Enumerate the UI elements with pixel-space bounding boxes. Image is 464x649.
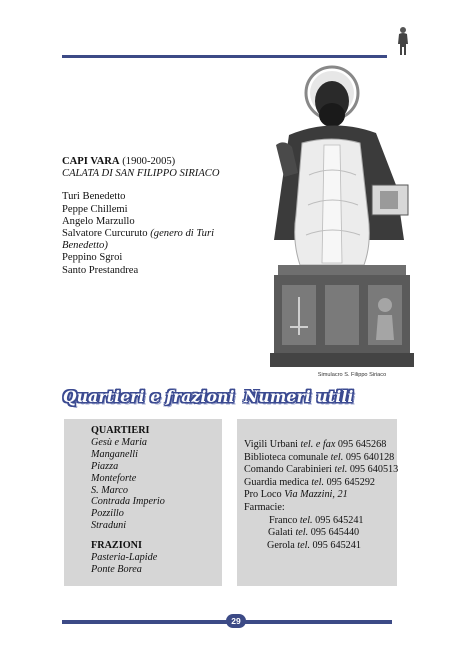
quartieri-heading: Quartieri e frazioni: [63, 387, 235, 406]
quartiere-item: Straduni: [91, 520, 127, 532]
capi-name: Peppe Chillemi: [62, 203, 128, 215]
quartieri-label: QUARTIERI: [91, 425, 150, 436]
statue-caption: Simulacro S. Filippo Siriaco: [317, 372, 387, 378]
farmacia-item: Galati tel. 095 645440: [268, 527, 360, 539]
farmacia-item: Franco tel. 095 645241: [269, 514, 364, 526]
capi-vara-title: CAPI VARA (1900-2005): [62, 156, 176, 167]
capi-name: Salvatore Curcuruto (genero di Turi Benedetto): [62, 228, 215, 252]
numeri-list: [244, 439, 398, 552]
quartieri-list: [91, 425, 165, 576]
capi-vara-block: [62, 156, 262, 277]
saint-figure-icon: [396, 26, 410, 56]
farmacia-item: Gerola tel. 095 645241: [267, 539, 361, 551]
farmacie-label: Farmacie:: [244, 501, 285, 513]
numero-carabinieri: Comando Carabinieri tel. 095 640513: [244, 464, 399, 476]
numero-vigili: Vigili Urbani tel. e fax 095 645268: [244, 439, 387, 450]
frazioni-label: FRAZIONI: [91, 540, 142, 552]
quartiere-item: S. Marco: [91, 484, 128, 496]
capi-name: Santo Prestandrea: [62, 264, 139, 276]
statue-photo: [264, 65, 421, 371]
quartiere-item: Gesù e Maria: [91, 436, 148, 448]
numero-pro-loco: Pro Loco Via Mazzini, 21: [244, 489, 348, 501]
frazione-item: Ponte Borea: [91, 563, 142, 575]
quartiere-item: Piazza: [91, 460, 119, 472]
quartiere-item: Manganelli: [91, 448, 138, 460]
capi-vara-subtitle: CALATA DI SAN FILIPPO SIRIACO: [62, 168, 220, 180]
frazione-item: Pasteria-Lapide: [91, 552, 158, 564]
quartiere-item: Contrada Imperio: [91, 496, 165, 508]
page-number: 29: [226, 614, 246, 628]
capi-name: Angelo Marzullo: [62, 215, 135, 227]
capi-name: Turi Benedetto: [62, 191, 126, 203]
quartiere-item: Pozzillo: [91, 508, 124, 520]
quartiere-item: Monteforte: [91, 472, 137, 484]
numero-biblioteca: Biblioteca comunale tel. 095 640128: [244, 451, 395, 463]
numero-guardia-medica: Guardia medica tel. 095 645292: [244, 476, 375, 488]
capi-name: Peppino Sgroi: [62, 252, 123, 264]
top-rule: [62, 55, 387, 58]
numeri-heading: Numeri utili: [244, 387, 354, 406]
